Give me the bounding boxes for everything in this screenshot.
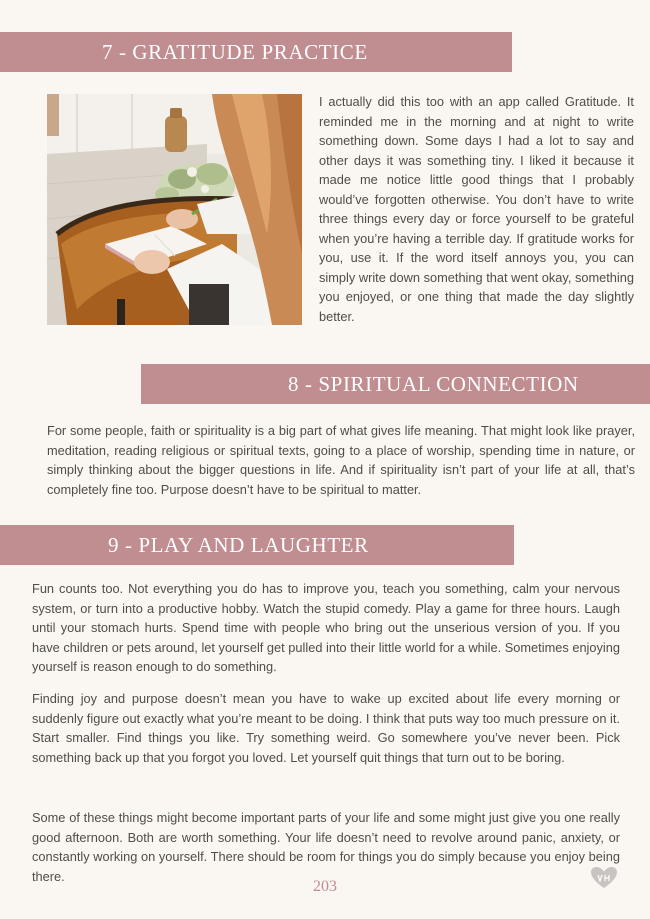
page-number: 203 [313,878,337,895]
brand-logo-icon [590,866,618,890]
section-8-heading-banner [141,364,650,404]
section-8-heading: 8 - SPIRITUAL CONNECTION [288,372,579,396]
section-7-heading-banner [0,32,512,72]
section-7-heading: 7 - GRATITUDE PRACTICE [102,40,368,64]
section-9-heading-banner [0,525,514,565]
section-9-heading: 9 - PLAY AND LAUGHTER [108,533,369,557]
section-7-body: I actually did this too with an app called Gratitude. It reminded me in the morning and at night to write something down. Some days I had a lot to say and other days it was something tiny. I liked it because it made me notice little good things that I probably would’ve forgotten otherwise. You don’t have to write three things every day or force yourself to be grateful when you’re having a terrible day. If gratitude works for you, use it. If the word itself annoys you, you can simply write down something that went okay, something you enjoyed, or one thing that made the day slightly better. [319,94,634,325]
section-9-paragraph-fun: Fun counts too. Not everything you do has to improve you, teach you something, calm your nervous system, or turn into a productive hobby. Watch the stupid comedy. Play a game for three hours. Laugh until your stomach hurts. Spend time with people who bring out the unserious version of you. If you have children or pets around, let yourself get pulled into their little world for a while. Sometimes enjoying yourself is reason enough to do something. [32,581,620,675]
section-9-paragraph-joy: Finding joy and purpose doesn’t mean you have to wake up excited about life every morning or suddenly figure out exactly what you’re meant to be doing. I think that puts way too much pressure on it. Start smaller. Find things you like. Try something weird. Go somewhere you’ve never been. Pick something back up that you forgot you loved. Let yourself quit things that turn out to be boring. [32,691,620,765]
section-9-paragraph-closing: Some of these things might become important parts of your life and some might just give you one really good afternoon. Both are worth something. Your life doesn’t need to revolve around panic, anxiety, or constantly working on yourself. There should be room for things you do simply because you enjoy being there. [32,810,620,884]
section-8-body: For some people, faith or spirituality is a big part of what gives life meaning. That might look like prayer, meditation, reading religious or spiritual texts, going to a place of worship, spending time in nature, or simply thinking about the bigger questions in life. And if spirituality isn’t part of your life at all, that’s completely fine too. Purpose doesn’t have to be spiritual to matter. [47,423,635,497]
journaling-photo [47,94,302,325]
